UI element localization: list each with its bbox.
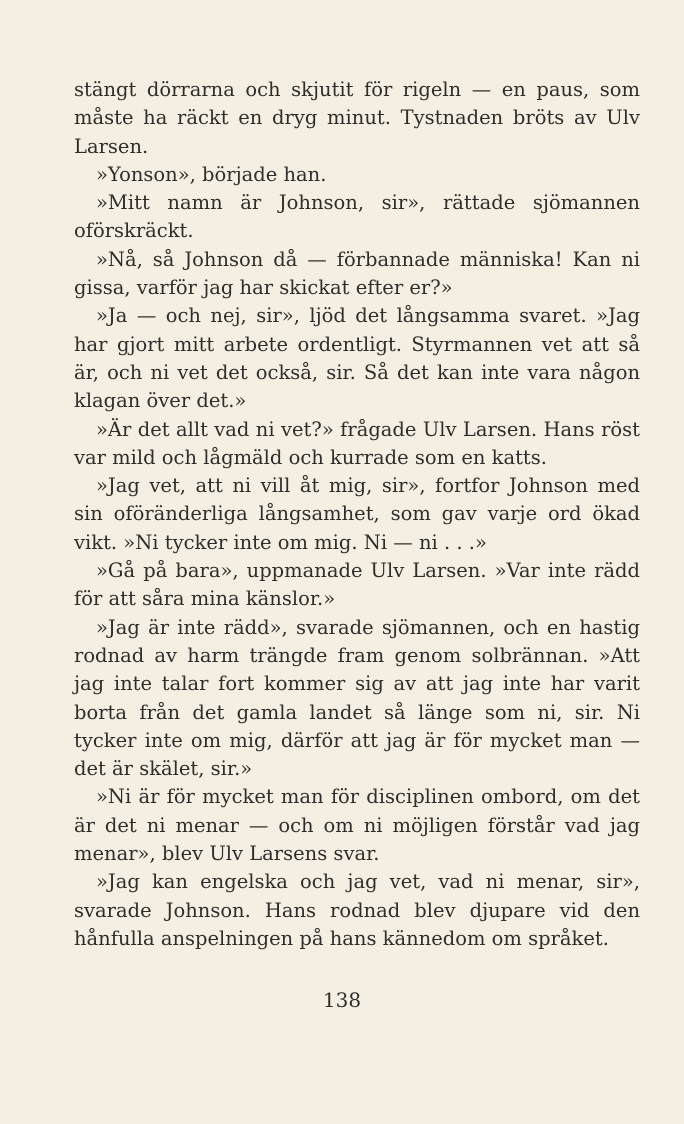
paragraph: »Ja — och nej, sir», ljöd det långsamma svaret. »Jag har gjort mitt arbete ordentligt. Styrmannen vet att så är, och ni vet det också, sir. Så det kan inte vara någon klagan över det.»: [74, 304, 640, 413]
paragraph: »Jag är inte rädd», svarade sjömannen, och en hastig rodnad av harm trängde fram genom solbrännan. »Att jag inte talar fort kommer sig av att jag inte har varit borta från det gamla landet så länge som ni, sir. Ni tycker inte om mig, därför att jag är för mycket man — det är skälet, sir.»: [74, 615, 640, 781]
page-number: 138: [322, 988, 362, 1012]
paragraph: »Gå på bara», uppmanade Ulv Larsen. »Var inte rädd för att såra mina känslor.»: [74, 559, 640, 611]
paragraph: »Är det allt vad ni vet?» frågade Ulv Larsen. Hans röst var mild och lågmäld och kurrade som en katts.: [74, 417, 640, 469]
paragraph: »Yonson», började han.: [96, 162, 327, 186]
paragraph: stängt dörrarna och skjutit för rigeln — en paus, som måste ha räckt en dryg minut. Tystnaden bröts av Ulv Larsen.: [74, 78, 640, 158]
paragraph: »Jag kan engelska och jag vet, vad ni menar, sir», svarade Johnson. Hans rodnad blev djupare vid den hånfulla anspelningen på hans kännedom om språket.: [74, 870, 640, 950]
paragraph: »Jag vet, att ni vill åt mig, sir», fortfor Johnson med sin oföränderliga långsamhet, som gav varje ord ökad vikt. »Ni tycker inte om mig. Ni — ni . . .»: [74, 474, 640, 554]
body-text: [74, 76, 640, 953]
paragraph: »Ni är för mycket man för disciplinen ombord, om det är det ni menar — och om ni möjligen förstår vad jag menar», blev Ulv Larsens svar.: [74, 785, 640, 866]
paragraph: »Mitt namn är Johnson, sir», rättade sjömannen oförskräckt.: [74, 191, 640, 243]
paragraph: »Nå, så Johnson då — förbannade människa! Kan ni gissa, varför jag har skickat efter er?»: [74, 247, 640, 300]
